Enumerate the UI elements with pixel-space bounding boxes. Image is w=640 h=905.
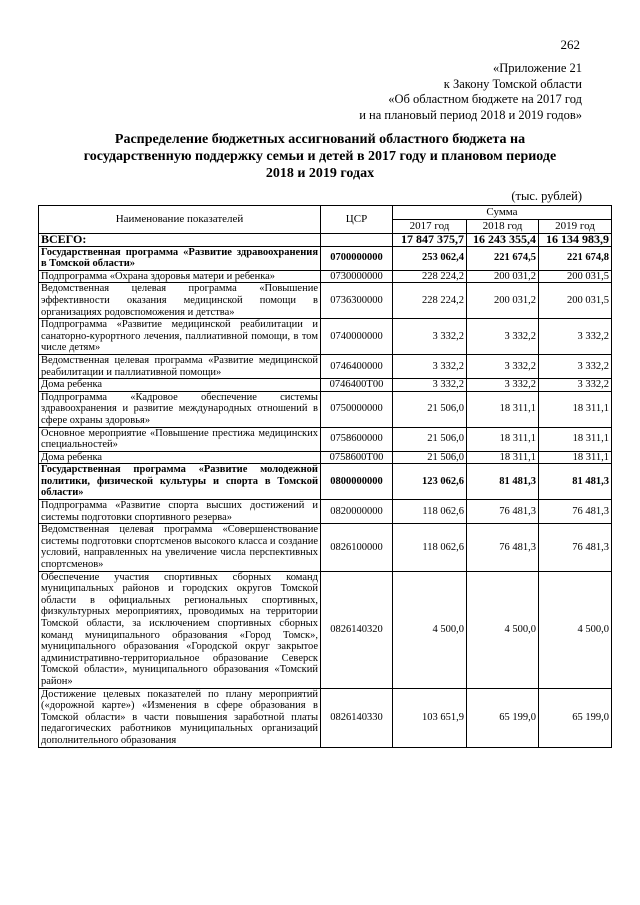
row-name: Подпрограмма «Развитие спорта высших достижений и системы подготовки спортивного резерва» [39, 500, 321, 524]
row-code: 0740000000 [321, 319, 393, 355]
row-value-2019: 3 332,2 [539, 354, 612, 378]
row-code: 0758600Т00 [321, 451, 393, 464]
row-name: ВСЕГО: [39, 234, 321, 247]
appendix-line: к Закону Томской области [443, 76, 582, 91]
row-name: Ведомственная целевая программа «Повышение эффективности оказания медицинской помощи в организациях родовспоможения и детства» [39, 283, 321, 319]
row-value-2017: 21 506,0 [393, 391, 467, 427]
row-value-2018: 3 332,2 [467, 379, 539, 392]
row-code: 0826100000 [321, 524, 393, 571]
row-value-2019: 18 311,1 [539, 427, 612, 451]
row-code: 0820000000 [321, 500, 393, 524]
header-sum: Сумма [393, 206, 612, 220]
row-name: Ведомственная целевая программа «Развитие медицинской реабилитации и паллиативной помощи» [39, 354, 321, 378]
table-row [39, 500, 612, 524]
row-value-2019: 18 311,1 [539, 451, 612, 464]
row-name: Подпрограмма «Охрана здоровья матери и ребенка» [39, 270, 321, 283]
title-line: Распределение бюджетных ассигнований областного бюджета на [114, 132, 526, 147]
row-value-2019: 200 031,5 [539, 283, 612, 319]
table-row [39, 688, 612, 747]
table-row [39, 451, 612, 464]
row-value-2019: 65 199,0 [539, 688, 612, 747]
row-value-2017: 21 506,0 [393, 427, 467, 451]
row-code [321, 234, 393, 247]
row-value-2017: 123 062,6 [393, 464, 467, 500]
row-code: 0758600000 [321, 427, 393, 451]
row-value-2018: 200 031,2 [467, 270, 539, 283]
row-value-2017: 228 224,2 [393, 270, 467, 283]
row-value-2018: 4 500,0 [467, 571, 539, 688]
row-code: 0746400Т00 [321, 379, 393, 392]
document-title [60, 131, 580, 182]
table-row [39, 283, 612, 319]
row-value-2017: 118 062,6 [393, 524, 467, 571]
row-code: 0750000000 [321, 391, 393, 427]
header-year-2017: 2017 год [393, 220, 467, 234]
table-body [39, 234, 612, 748]
row-name: Основное мероприятие «Повышение престижа медицинских специальностей» [39, 427, 321, 451]
row-code: 0730000000 [321, 270, 393, 283]
row-value-2018: 3 332,2 [467, 319, 539, 355]
row-code: 0826140330 [321, 688, 393, 747]
row-value-2017: 3 332,2 [393, 319, 467, 355]
table-row [39, 234, 612, 247]
page-number: 262 [560, 37, 580, 52]
row-value-2019: 76 481,3 [539, 500, 612, 524]
row-value-2018: 18 311,1 [467, 391, 539, 427]
row-value-2017: 228 224,2 [393, 283, 467, 319]
row-name: Государственная программа «Развитие молодежной политики, физической культуры и спорта в Томской области» [39, 464, 321, 500]
row-name: Обеспечение участия спортивных сборных команд муниципальных районов и городских округов Томской области в официальных региональных спортивных, физкультурных мероприятиях, проводимых на территории Томской области, за исключением спортивных сборных команд муниципального образования «Город Томск», муниципального образования «Городской округ закрытое административно-территориальное образование Северск Томской области», муниципального образования «Томский район» [39, 571, 321, 688]
table-row [39, 270, 612, 283]
row-value-2019: 4 500,0 [539, 571, 612, 688]
header-year-2019: 2019 год [539, 220, 612, 234]
row-code: 0736300000 [321, 283, 393, 319]
table-row [39, 427, 612, 451]
appendix-line: «Приложение 21 [493, 61, 582, 75]
table-row [39, 524, 612, 571]
appendix-line: и на плановый период 2018 и 2019 годов» [359, 107, 582, 122]
row-value-2019: 18 311,1 [539, 391, 612, 427]
header-year-2018: 2018 год [467, 220, 539, 234]
row-value-2019: 221 674,8 [539, 246, 612, 270]
row-value-2019: 76 481,3 [539, 524, 612, 571]
row-value-2018: 16 243 355,4 [467, 234, 539, 247]
row-value-2017: 3 332,2 [393, 379, 467, 392]
row-value-2019: 200 031,5 [539, 270, 612, 283]
appendix-reference [359, 61, 582, 123]
units-label: (тыс. рублей) [511, 189, 582, 203]
row-value-2018: 81 481,3 [467, 464, 539, 500]
row-name: Дома ребенка [39, 379, 321, 392]
row-code: 0700000000 [321, 246, 393, 270]
row-value-2018: 18 311,1 [467, 427, 539, 451]
row-value-2018: 200 031,2 [467, 283, 539, 319]
row-value-2017: 3 332,2 [393, 354, 467, 378]
row-code: 0826140320 [321, 571, 393, 688]
row-value-2019: 16 134 983,9 [539, 234, 612, 247]
row-value-2019: 3 332,2 [539, 319, 612, 355]
row-value-2017: 103 651,9 [393, 688, 467, 747]
row-value-2019: 81 481,3 [539, 464, 612, 500]
row-value-2018: 221 674,5 [467, 246, 539, 270]
row-value-2018: 76 481,3 [467, 524, 539, 571]
table-row [39, 319, 612, 355]
title-line: государственную поддержку семьи и детей в 2017 году и плановом периоде [83, 149, 557, 164]
header-name: Наименование показателей [39, 206, 321, 234]
row-name: Подпрограмма «Кадровое обеспечение системы здравоохранения и развитие международных отношений в сфере охраны здоровья» [39, 391, 321, 427]
row-value-2017: 21 506,0 [393, 451, 467, 464]
table-row [39, 464, 612, 500]
row-value-2017: 4 500,0 [393, 571, 467, 688]
row-code: 0746400000 [321, 354, 393, 378]
row-name: Государственная программа «Развитие здравоохранения в Томской области» [39, 246, 321, 270]
row-name: Подпрограмма «Развитие медицинской реабилитации и санаторно-курортного лечения, паллиативной помощи, в том числе детям» [39, 319, 321, 355]
budget-table [38, 205, 612, 748]
table-row [39, 571, 612, 688]
row-value-2017: 253 062,4 [393, 246, 467, 270]
row-name: Достижение целевых показателей по плану мероприятий («дорожной карте») «Изменения в сфере образования в Томской области» в части повышения заработной платы педагогических работников муниципальных организаций дополнительного образования [39, 688, 321, 747]
row-value-2017: 17 847 375,7 [393, 234, 467, 247]
row-name: Ведомственная целевая программа «Совершенствование системы подготовки спортсменов высокого класса и создание условий, направленных на увеличение числа перспективных спортсменов» [39, 524, 321, 571]
row-name: Дома ребенка [39, 451, 321, 464]
row-value-2018: 3 332,2 [467, 354, 539, 378]
table-row [39, 379, 612, 392]
row-code: 0800000000 [321, 464, 393, 500]
row-value-2019: 3 332,2 [539, 379, 612, 392]
header-code: ЦСР [321, 206, 393, 234]
table-row [39, 354, 612, 378]
table-row [39, 391, 612, 427]
table-row [39, 246, 612, 270]
appendix-line: «Об областном бюджете на 2017 год [388, 92, 582, 106]
row-value-2017: 118 062,6 [393, 500, 467, 524]
title-line: 2018 и 2019 годах [265, 166, 375, 181]
row-value-2018: 76 481,3 [467, 500, 539, 524]
row-value-2018: 65 199,0 [467, 688, 539, 747]
row-value-2018: 18 311,1 [467, 451, 539, 464]
